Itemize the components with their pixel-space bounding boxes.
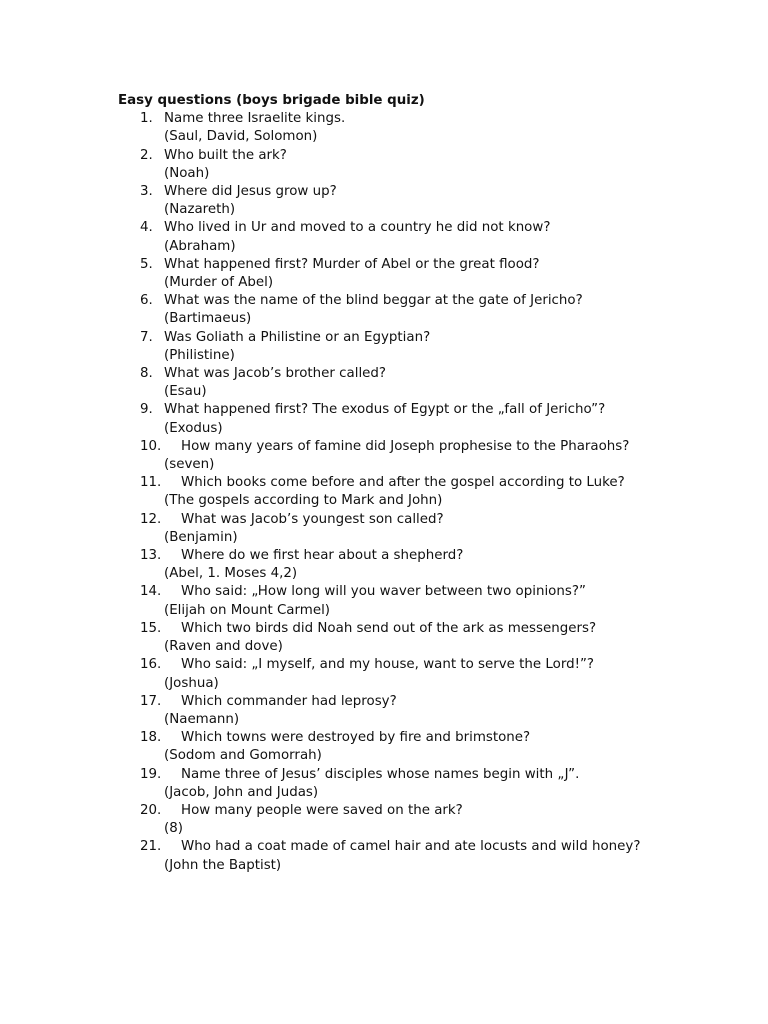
question-answer: (The gospels according to Mark and John)	[164, 493, 443, 509]
question-number: 18.	[140, 730, 162, 746]
question-text: Where did Jesus grow up?	[164, 184, 337, 200]
question-answer: (Esau)	[164, 384, 207, 400]
question-item	[118, 511, 658, 547]
question-item	[118, 401, 658, 437]
document-title: Easy questions (boys brigade bible quiz)	[118, 93, 425, 108]
question-text: Which two birds did Noah send out of the ark as messengers?	[181, 620, 597, 636]
question-answer: (Philistine)	[164, 347, 235, 363]
question-number: 20.	[140, 802, 162, 818]
question-number: 2.	[140, 147, 153, 163]
question-answer: (Abraham)	[164, 238, 236, 254]
question-text: What happened first? The exodus of Egypt or the „fall of Jericho”?	[164, 402, 606, 418]
question-answer: (Raven and dove)	[164, 639, 283, 655]
question-answer: (Elijah on Mount Carmel)	[164, 602, 331, 618]
question-number: 15.	[140, 620, 162, 636]
question-item	[118, 110, 658, 146]
question-text: Which commander had leprosy?	[181, 693, 397, 709]
question-number: 14.	[140, 584, 162, 600]
question-number: 11.	[140, 475, 162, 491]
question-answer: (Bartimaeus)	[164, 311, 252, 327]
question-item	[118, 474, 658, 510]
question-number: 16.	[140, 657, 162, 673]
question-item	[118, 802, 658, 838]
question-answer: (Naemann)	[164, 711, 240, 727]
question-item	[118, 693, 658, 729]
question-item	[118, 766, 658, 802]
question-text: What was Jacob’s brother called?	[164, 366, 387, 382]
question-answer: (John the Baptist)	[164, 857, 282, 873]
question-answer: (Abel, 1. Moses 4,2)	[164, 566, 298, 582]
question-text: How many people were saved on the ark?	[181, 802, 463, 818]
question-list	[118, 110, 658, 875]
question-number: 1.	[140, 111, 153, 127]
question-number: 5.	[140, 256, 153, 272]
question-number: 9.	[140, 402, 153, 418]
question-answer: (Benjamin)	[164, 529, 238, 545]
question-item	[118, 438, 658, 474]
question-text: Which towns were destroyed by fire and brimstone?	[181, 730, 531, 746]
question-number: 13.	[140, 548, 162, 564]
question-item	[118, 329, 658, 365]
question-text: What was Jacob’s youngest son called?	[181, 511, 444, 527]
question-item	[118, 147, 658, 183]
question-number: 10.	[140, 438, 162, 454]
question-text: Who built the ark?	[164, 147, 287, 163]
question-number: 4.	[140, 220, 153, 236]
question-text: Which books come before and after the gospel according to Luke?	[181, 475, 625, 491]
question-item	[118, 256, 658, 292]
question-item	[118, 620, 658, 656]
question-text: Who lived in Ur and moved to a country he did not know?	[164, 220, 551, 236]
question-answer: (Jacob, John and Judas)	[164, 784, 319, 800]
question-number: 3.	[140, 184, 153, 200]
question-item	[118, 292, 658, 328]
question-answer: (seven)	[164, 457, 215, 473]
question-answer: (Saul, David, Solomon)	[164, 129, 318, 145]
question-text: Name three of Jesus’ disciples whose names begin with „J”.	[181, 766, 580, 782]
question-item	[118, 729, 658, 765]
document-content	[118, 92, 658, 875]
question-number: 6.	[140, 293, 153, 309]
question-answer: (Joshua)	[164, 675, 219, 691]
question-item	[118, 183, 658, 219]
question-item	[118, 656, 658, 692]
question-item	[118, 583, 658, 619]
question-number: 21.	[140, 839, 162, 855]
question-number: 19.	[140, 766, 162, 782]
question-answer: (8)	[164, 821, 183, 837]
question-text: Was Goliath a Philistine or an Egyptian?	[164, 329, 431, 345]
question-number: 12.	[140, 511, 162, 527]
question-text: What happened first? Murder of Abel or the great flood?	[164, 256, 540, 272]
question-text: Where do we first hear about a shepherd?	[181, 548, 464, 564]
question-item	[118, 365, 658, 401]
question-item	[118, 219, 658, 255]
question-answer: (Murder of Abel)	[164, 275, 274, 291]
question-text: Who said: „How long will you waver between two opinions?”	[181, 584, 586, 600]
question-answer: (Sodom and Gomorrah)	[164, 748, 322, 764]
question-text: What was the name of the blind beggar at the gate of Jericho?	[164, 293, 583, 309]
question-item	[118, 547, 658, 583]
question-item	[118, 838, 658, 874]
question-number: 8.	[140, 366, 153, 382]
question-number: 7.	[140, 329, 153, 345]
question-text: Name three Israelite kings.	[164, 111, 346, 127]
question-text: Who had a coat made of camel hair and ate locusts and wild honey?	[181, 839, 641, 855]
question-answer: (Nazareth)	[164, 202, 236, 218]
question-text: How many years of famine did Joseph prophesise to the Pharaohs?	[181, 438, 630, 454]
question-answer: (Noah)	[164, 165, 210, 181]
question-text: Who said: „I myself, and my house, want to serve the Lord!”?	[181, 657, 595, 673]
question-number: 17.	[140, 693, 162, 709]
question-answer: (Exodus)	[164, 420, 223, 436]
